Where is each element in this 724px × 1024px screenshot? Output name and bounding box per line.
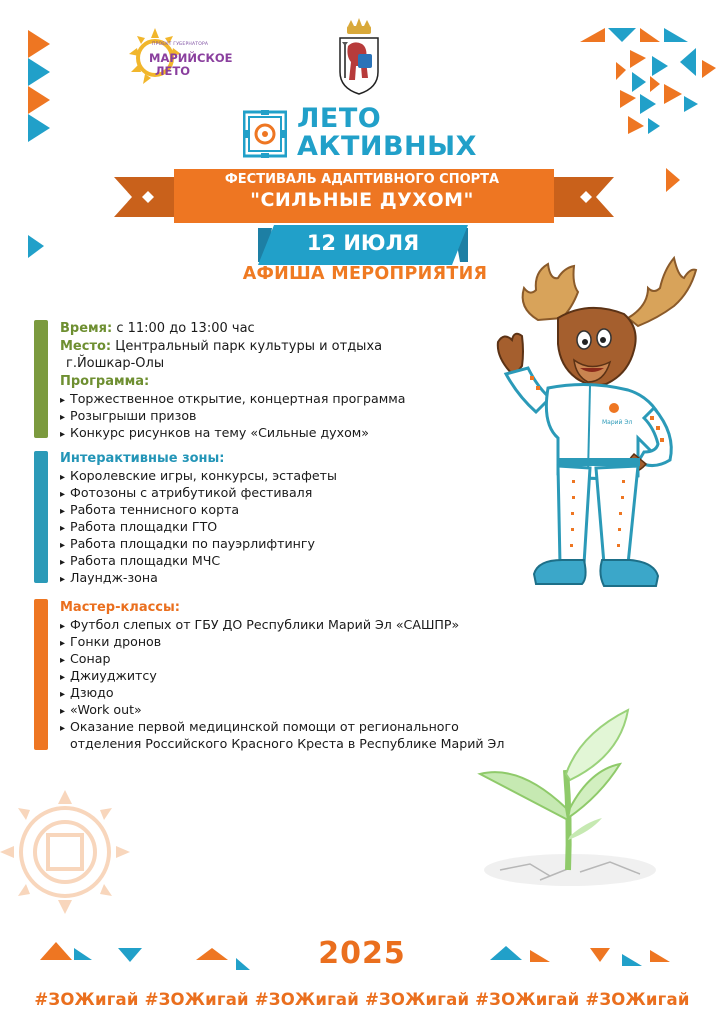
hashtags-line: #ЗОЖигай #ЗОЖигай #ЗОЖигай #ЗОЖигай #ЗОЖигай #ЗОЖигай (34, 990, 690, 1009)
mascot-badge-text: Марий Эл (602, 419, 633, 426)
interactive-item: ▸ Работа площадки по пауэрлифтингу (60, 536, 315, 551)
festival-line2: "СИЛЬНЫЕ ДУХОМ" (250, 189, 474, 211)
interactive-item: ▸ Работа площадки ГТО (60, 519, 218, 534)
sun-watermark-icon (0, 790, 140, 920)
title-line2: АКТИВНЫХ (297, 131, 477, 162)
place-value-city: г.Йошкар-Олы (66, 356, 165, 371)
time-label: Время: (60, 321, 113, 336)
logo-line2: ЛЕТО (155, 64, 191, 78)
interactive-zones-label: Интерактивные зоны: (60, 451, 225, 466)
masterclasses-label: Мастер-классы: (60, 600, 180, 615)
interactive-item: ▸ Работа теннисного корта (60, 502, 240, 517)
program-item: ▸ Розыгрыши призов (60, 408, 197, 423)
masterclass-item-continued: отделения Российского Красного Креста в Республике Марий Эл (70, 736, 505, 751)
leto-aktivnykh-emblem-icon (243, 110, 287, 158)
masterclass-item: ▸ Джиуджитсу (60, 668, 157, 683)
afisha-heading: АФИША МЕРОПРИЯТИЯ (242, 264, 488, 284)
masterclass-item: ▸ «Work out» (60, 702, 142, 717)
title-line1: ЛЕТО (297, 103, 382, 134)
interactive-item: ▸ Лаундж-зона (60, 570, 158, 585)
moose-mascot-illustration (478, 248, 700, 593)
event-date: 12 ИЮЛЯ (306, 231, 420, 255)
masterclass-item: ▸ Сонар (60, 651, 111, 666)
program-label: Программа: (60, 374, 150, 389)
masterclass-item: ▸ Оказание первой медицинской помощи от регионального (60, 719, 459, 734)
coat-of-arms-icon (334, 18, 384, 96)
interactive-item: ▸ Работа площадки МЧС (60, 553, 221, 568)
masterclass-item: ▸ Гонки дронов (60, 634, 162, 649)
place-label: Место: (60, 339, 112, 354)
place-value: Центральный парк культуры и отдыха (111, 339, 383, 354)
mariyskoe-leto-logo (125, 26, 235, 88)
decor-top-left-triangles (0, 0, 80, 300)
time-value: с 11:00 до 13:00 час (112, 321, 255, 336)
interactive-item: ▸ Фотозоны с атрибутикой фестиваля (60, 485, 313, 500)
year-label: 2025 (318, 936, 406, 971)
logo-small-text: ПРОЕКТ ГУБЕРНАТОРА (152, 42, 209, 47)
blue-side-bar (34, 451, 48, 583)
program-item: ▸ Конкурс рисунков на тему «Сильные духом» (60, 425, 369, 440)
orange-side-bar (34, 599, 48, 750)
time-line (60, 320, 255, 337)
green-side-bar (34, 320, 48, 438)
logo-line1: МАРИЙСКОЕ (149, 51, 233, 65)
interactive-item: ▸ Королевские игры, конкурсы, эстафеты (60, 468, 337, 483)
festival-line1: ФЕСТИВАЛЬ АДАПТИВНОГО СПОРТА (224, 172, 500, 187)
sprout-cracked-ground-illustration (470, 700, 670, 900)
masterclass-item: ▸ Футбол слепых от ГБУ ДО Республики Марий Эл «САШПР» (60, 617, 460, 632)
program-item: ▸ Торжественное открытие, концертная программа (60, 391, 406, 406)
place-line (60, 338, 382, 355)
masterclass-item: ▸ Дзюдо (60, 685, 114, 700)
